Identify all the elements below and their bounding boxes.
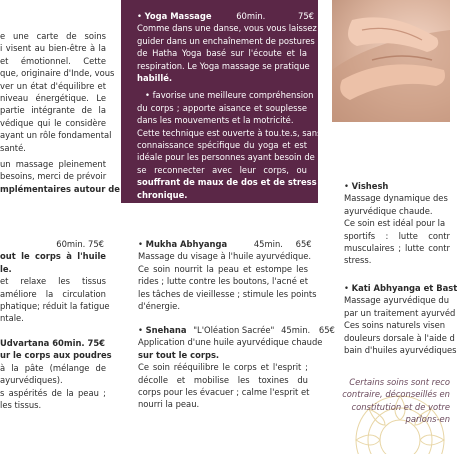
left-item-massage <box>0 238 110 325</box>
offer-line: un massage pleinement <box>0 159 106 169</box>
yoga-audience-line: Cette technique est ouverte à tou.te.s, sans <box>137 127 322 138</box>
mukha-header: • Mukha Abhyanga 45min. 65€ <box>138 239 312 249</box>
vishesh-line: Ce soin est idéal pour la <box>344 218 446 229</box>
yoga-massage-panel <box>121 0 322 203</box>
item-line: à la pâte (mélange de <box>0 362 106 373</box>
item-header: Udvartana 60min. 75€ <box>0 338 106 348</box>
item-line: et relaxe les tissus <box>0 276 106 287</box>
left-intro-paragraph <box>0 30 115 154</box>
mukha-line: rides ; lutte contre les boutons, l'acné et <box>138 276 308 287</box>
snehana-section <box>138 324 335 411</box>
snehana-price: 65€ <box>318 325 335 335</box>
item-line: ayurvédiques). <box>0 375 63 386</box>
yoga-benefit-line: du corps ; apporte aisance et souplesse <box>137 102 307 113</box>
item-line: phatique; réduit la fatigue <box>0 301 110 312</box>
snehana-line: Ce soin rééquilibre le corps et l'esprit ; <box>138 362 308 373</box>
yoga-line: respiration. Le Yoga massage se pratique <box>137 60 310 71</box>
offer-line: besoins, merci de prévoir <box>0 171 107 182</box>
vishesh-line: sportifs : lutte contr <box>344 230 450 241</box>
mukha-line: d'énergie. <box>138 301 180 312</box>
item-line: ur le corps aux poudres <box>0 350 112 361</box>
snehana-subtitle: "L'Oléation Sacrée" <box>193 325 275 335</box>
vishesh-line: ayurvédique chaude. <box>344 205 433 216</box>
intro-line: i visent au bien-être à la <box>0 43 106 54</box>
item-line: ntale. <box>0 313 24 324</box>
intro-line: védique qui le considère <box>0 117 106 128</box>
vishesh-line: musculaires ; lutte contr <box>344 243 450 254</box>
left-item-udvartana <box>0 337 112 411</box>
mukha-line: Ce soin nourrit la peau et estompe les <box>138 263 308 274</box>
vishesh-title: Vishesh <box>351 181 389 191</box>
item-line: s aspérités de la peau ; <box>0 387 106 398</box>
intro-line: santé. <box>0 142 26 153</box>
item-line: améliore la circulation <box>0 288 106 299</box>
note-line: constitution et de votre <box>351 401 450 412</box>
kati-header: • Kati Abhyanga et Bast <box>344 283 457 293</box>
kati-line: bain d'huiles ayurvédiques <box>344 345 457 356</box>
snehana-line: décolle et mobilise les toxines du <box>138 374 308 385</box>
mukha-title: Mukha Abhyanga <box>145 239 228 249</box>
snehana-title: Snehana <box>145 325 187 335</box>
yoga-audience-line: se reconnecter avec leur corps, ou <box>137 164 307 175</box>
footer-note <box>340 376 450 426</box>
kati-abhyanga-section <box>344 282 457 356</box>
yoga-duration: 60min. <box>236 11 266 21</box>
item-line: les tissus. <box>0 400 42 411</box>
kati-line: Massage ayurvédique du <box>344 295 450 306</box>
vishesh-line: Massage dynamique des <box>344 193 448 204</box>
massage-hands-image <box>332 0 450 122</box>
snehana-header: • Snehana "L'Oléation Sacrée" 45min. 65€ <box>138 325 335 335</box>
mukha-line: Massage du visage à l'huile ayurvédique. <box>138 251 312 262</box>
vishesh-section <box>344 180 450 267</box>
kati-line: douleurs dorsale à l'aide d <box>344 332 455 343</box>
mukha-price: 65€ <box>295 239 312 249</box>
yoga-line: guider dans un enchaînement de postures <box>137 35 315 46</box>
yoga-line: habillé. <box>137 73 173 84</box>
yoga-price: 75€ <box>297 11 314 21</box>
yoga-header: • Yoga Massage 60min. 75€ <box>137 11 314 21</box>
kati-line: par un traitement ayurvéd <box>344 307 456 318</box>
mukha-duration: 45min. <box>253 239 283 249</box>
vishesh-header: • Vishesh <box>344 181 389 191</box>
intro-line: ayant un rôle fondamental <box>0 130 112 141</box>
intro-line: et émotionnel. Cette <box>0 55 106 66</box>
item-header: 60min. 75€ <box>56 239 104 249</box>
yoga-line: de Hatha Yoga basé sur l'écoute et la <box>137 48 307 59</box>
intro-line: que, originaire d'Inde, vous <box>0 68 115 79</box>
yoga-audience-line: idéale pour les personnes ayant besoin de <box>137 152 315 163</box>
snehana-line: corps pour les évacuer ; calme l'esprit et <box>138 387 310 398</box>
yoga-audience-line: souffrant de maux de dos et de stress <box>137 177 317 188</box>
item-line: out le corps à l'huile <box>0 251 106 262</box>
intro-line: ver un état d'équilibre et <box>0 80 106 91</box>
note-line: contraire, déconseillés en <box>342 389 450 400</box>
kati-line: Ces soins naturels visen <box>344 320 446 331</box>
intro-line: niveau énergétique. Le <box>0 93 106 104</box>
note-line: Certains soins sont reco <box>349 377 450 387</box>
snehana-duration: 45min. <box>281 325 311 335</box>
yoga-benefit-line: dans les mouvements et la motricité. <box>137 115 294 126</box>
intro-line: partie intégrante de la <box>0 105 106 116</box>
snehana-line: Application d'une huile ayurvédique chaude <box>138 337 323 348</box>
snehana-line: sur tout le corps. <box>138 349 220 360</box>
mukha-line: les tâches de vieillesse ; stimule les points <box>138 288 317 299</box>
yoga-benefit-line: • favorise une meilleure compréhension <box>145 90 314 101</box>
mukha-abhyanga-section <box>138 238 317 312</box>
offer-line: mplémentaires autour de <box>0 183 120 194</box>
kati-title: Kati Abhyanga et Bast <box>351 283 457 293</box>
vishesh-line: stress. <box>344 255 372 266</box>
yoga-title: Yoga Massage <box>144 11 212 21</box>
yoga-audience-line: chronique. <box>137 189 188 200</box>
massage-photo <box>332 0 450 122</box>
note-line: parlons-en <box>405 414 450 425</box>
snehana-line: nourri la peau. <box>138 399 200 410</box>
yoga-audience-line: connaissance spécifique du yoga et est <box>137 140 307 151</box>
item-line: le. <box>0 263 12 274</box>
left-offer-paragraph <box>0 158 120 195</box>
yoga-line: Comme dans une danse, vous vous laissez <box>137 23 317 34</box>
intro-line: e une carte de soins <box>0 31 106 41</box>
